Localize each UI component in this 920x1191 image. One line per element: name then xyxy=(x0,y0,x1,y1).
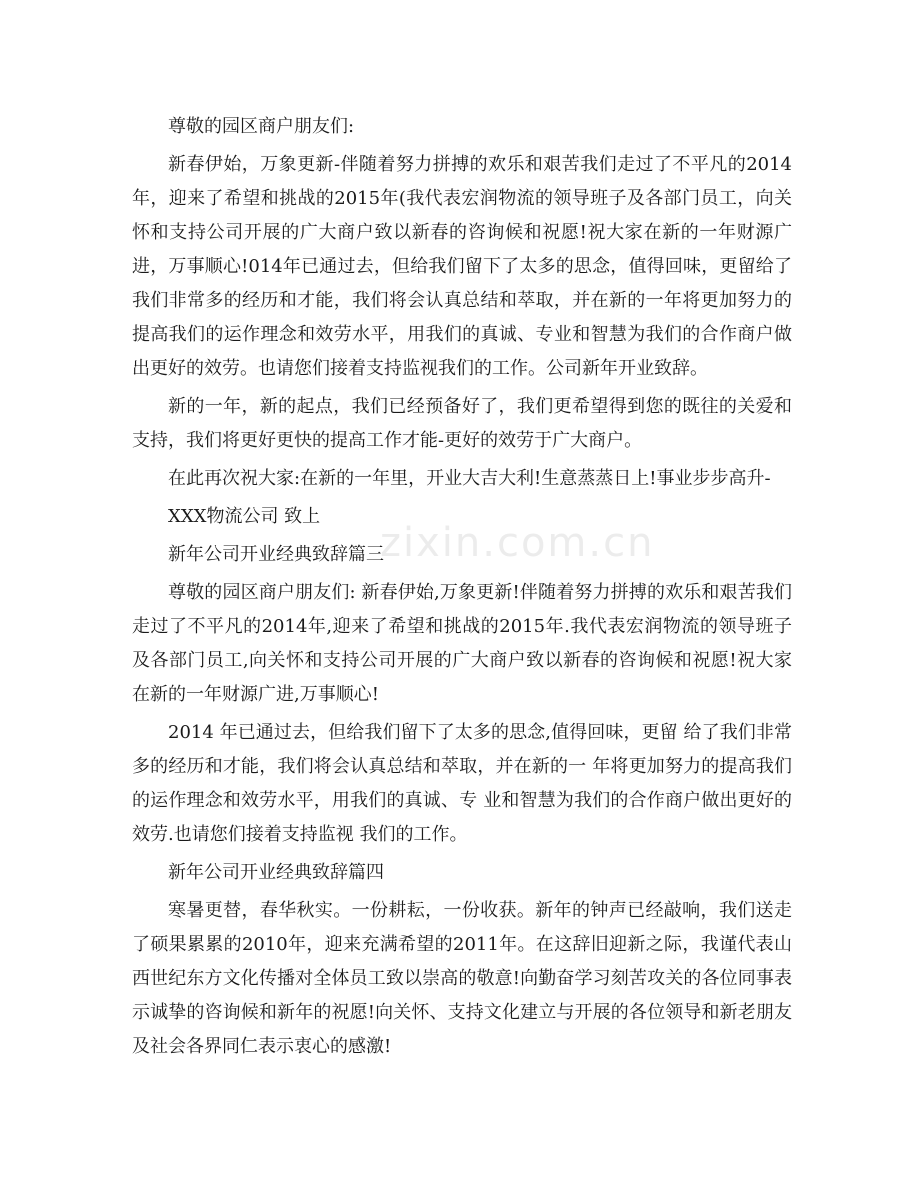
signature-line: XXX物流公司 致上 xyxy=(168,506,321,527)
paragraph: 2014 年已通过去，但给我们留下了太多的思念,值得回味，更留 给了我们非常多的经历和才能，我们将会认真总结和萃取，并在新的一 年将更加努力的提高我们的运作理念和效劳水平，用我们的真诚、专 业和智慧为我们的合作商户做出更好的效劳.也请您们接着支持监视 我们的工作。 xyxy=(132,722,792,845)
paragraph: 尊敬的园区商户朋友们: 新春伊始,万象更新!伴随着努力拼搏的欢乐和艰苦我们走过了不平凡的2014年,迎来了希望和挑战的2015年.我代表宏润物流的领导班子及各部门员工,向关怀和支持公司开展的广大商户致以新春的咨询候和祝愿!祝大家在新的一年财源广进,万事顺心! xyxy=(132,582,792,705)
paragraph: 在此再次祝大家:在新的一年里，开业大吉大利!生意蒸蒸日上!事业步步高升- xyxy=(168,468,771,489)
salutation: 尊敬的园区商户朋友们: xyxy=(168,116,355,137)
section-heading: 新年公司开业经典致辞篇四 xyxy=(168,862,384,883)
paragraph: 新的一年，新的起点，我们已经预备好了，我们更希望得到您的既往的关爱和支持，我们将更好更快的提高工作才能-更好的效劳于广大商户。 xyxy=(132,396,792,451)
document-body xyxy=(132,110,792,1068)
paragraph: 新春伊始，万象更新-伴随着努力拼搏的欢乐和艰苦我们走过了不平凡的2014年，迎来了希望和挑战的2015年(我代表宏润物流的领导班子及各部门员工，向关怀和支持公司开展的广大商户致以新春的咨询候和祝愿!祝大家在新的一年财源广进，万事顺心!014年已通过去，但给我们留下了太多的思念，值得回味，更留给了我们非常多的经历和才能，我们将会认真总结和萃取，并在新的一年将更加努力的提高我们的运作理念和效劳水平，用我们的真诚、专业和智慧为我们的合作商户做出更好的效劳。也请您们接着支持监视我们的工作。公司新年开业致辞。 xyxy=(132,154,792,379)
paragraph: 寒暑更替，春华秋实。一份耕耘，一份收获。新年的钟声已经敲响，我们送走了硕果累累的2010年，迎来充满希望的2011年。在这辞旧迎新之际，我谨代表山西世纪东方文化传播对全体员工致以崇高的敬意!向勤奋学习刻苦攻关的各位同事表示诚挚的咨询候和新年的祝愿!向关怀、支持文化建立与开展的各位领导和新老朋友及社会各界同仁表示衷心的感激! xyxy=(132,900,792,1057)
section-heading: 新年公司开业经典致辞篇三 xyxy=(168,544,384,565)
watermark: zixin.com.cn xyxy=(380,520,655,566)
